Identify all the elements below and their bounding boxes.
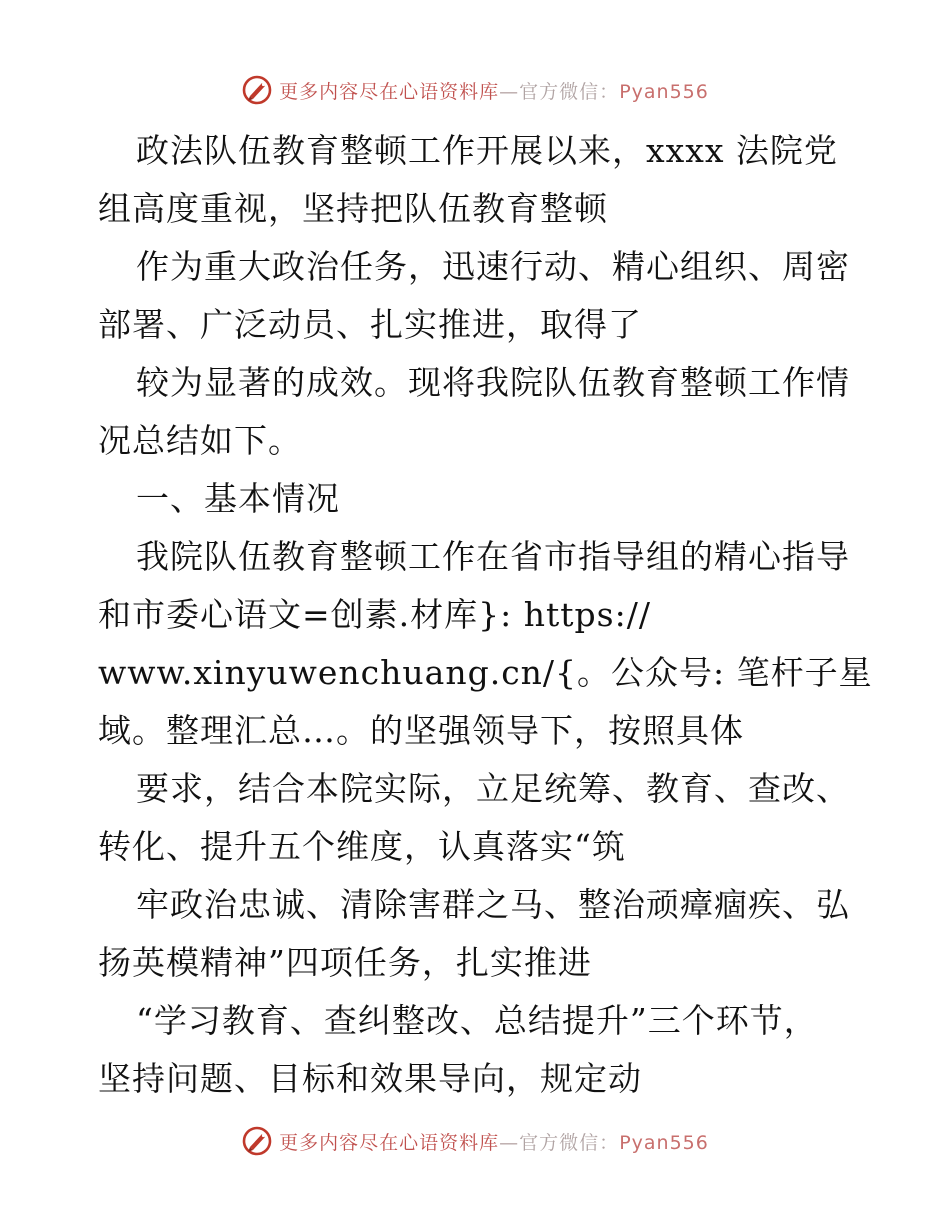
pen-nib-logo-icon (241, 1125, 273, 1157)
footer-banner-content (241, 1125, 709, 1157)
body-text-line: “学习教育、查纠整改、总结提升”三个环节， (136, 1001, 818, 1040)
body-text-line: 作为重大政治任务，迅速行动、精心组织、周密 (136, 247, 850, 286)
header-banner (0, 70, 950, 110)
body-text-line: 域。整理汇总…。的坚强领导下，按照具体 (98, 711, 744, 750)
footer-wechat-label: 官方微信： (519, 1131, 620, 1154)
body-text-line: 一、基本情况 (136, 479, 340, 518)
body-text-line: 组高度重视，坚持把队伍教育整顿 (98, 189, 608, 228)
footer-banner-main: 更多内容尽在心语资料库 (279, 1131, 500, 1154)
document-body (98, 122, 888, 1108)
body-text-line: 要求，结合本院实际，立足统筹、教育、查改、 (136, 769, 850, 808)
footer-banner-separator: — (499, 1131, 520, 1154)
body-text-line: 坚持问题、目标和效果导向，规定动 (98, 1059, 642, 1098)
body-text-line: 扬英模精神”四项任务，扎实推进 (98, 943, 592, 982)
body-text-line: 和市委心语文=创素.材库}: https:// (98, 595, 651, 634)
header-banner-content (241, 74, 709, 106)
header-wechat-id: Pyan556 (619, 80, 709, 103)
body-text-line: 转化、提升五个维度，认真落实“筑 (98, 827, 626, 866)
footer-banner (0, 1121, 950, 1161)
footer-wechat-id: Pyan556 (619, 1131, 709, 1154)
header-wechat-label: 官方微信： (519, 80, 620, 103)
body-text-line: 我院队伍教育整顿工作在省市指导组的精心指导 (136, 537, 850, 576)
body-text-line: 政法队伍教育整顿工作开展以来，xxxx 法院党 (136, 131, 838, 170)
header-banner-text (279, 77, 709, 104)
body-text-line: 较为显著的成效。现将我院队伍教育整顿工作情 (136, 363, 850, 402)
header-banner-main: 更多内容尽在心语资料库 (279, 80, 500, 103)
header-banner-separator: — (499, 80, 520, 103)
body-text-line: www.xinyuwenchuang.cn/{。公众号: 笔杆子星 (98, 653, 873, 692)
pen-nib-logo-icon (241, 74, 273, 106)
body-text-line: 部署、广泛动员、扎实推进，取得了 (98, 305, 642, 344)
footer-banner-text (279, 1128, 709, 1155)
body-text-line: 牢政治忠诚、清除害群之马、整治顽瘴痼疾、弘 (136, 885, 850, 924)
body-text-line: 况总结如下。 (98, 421, 302, 460)
